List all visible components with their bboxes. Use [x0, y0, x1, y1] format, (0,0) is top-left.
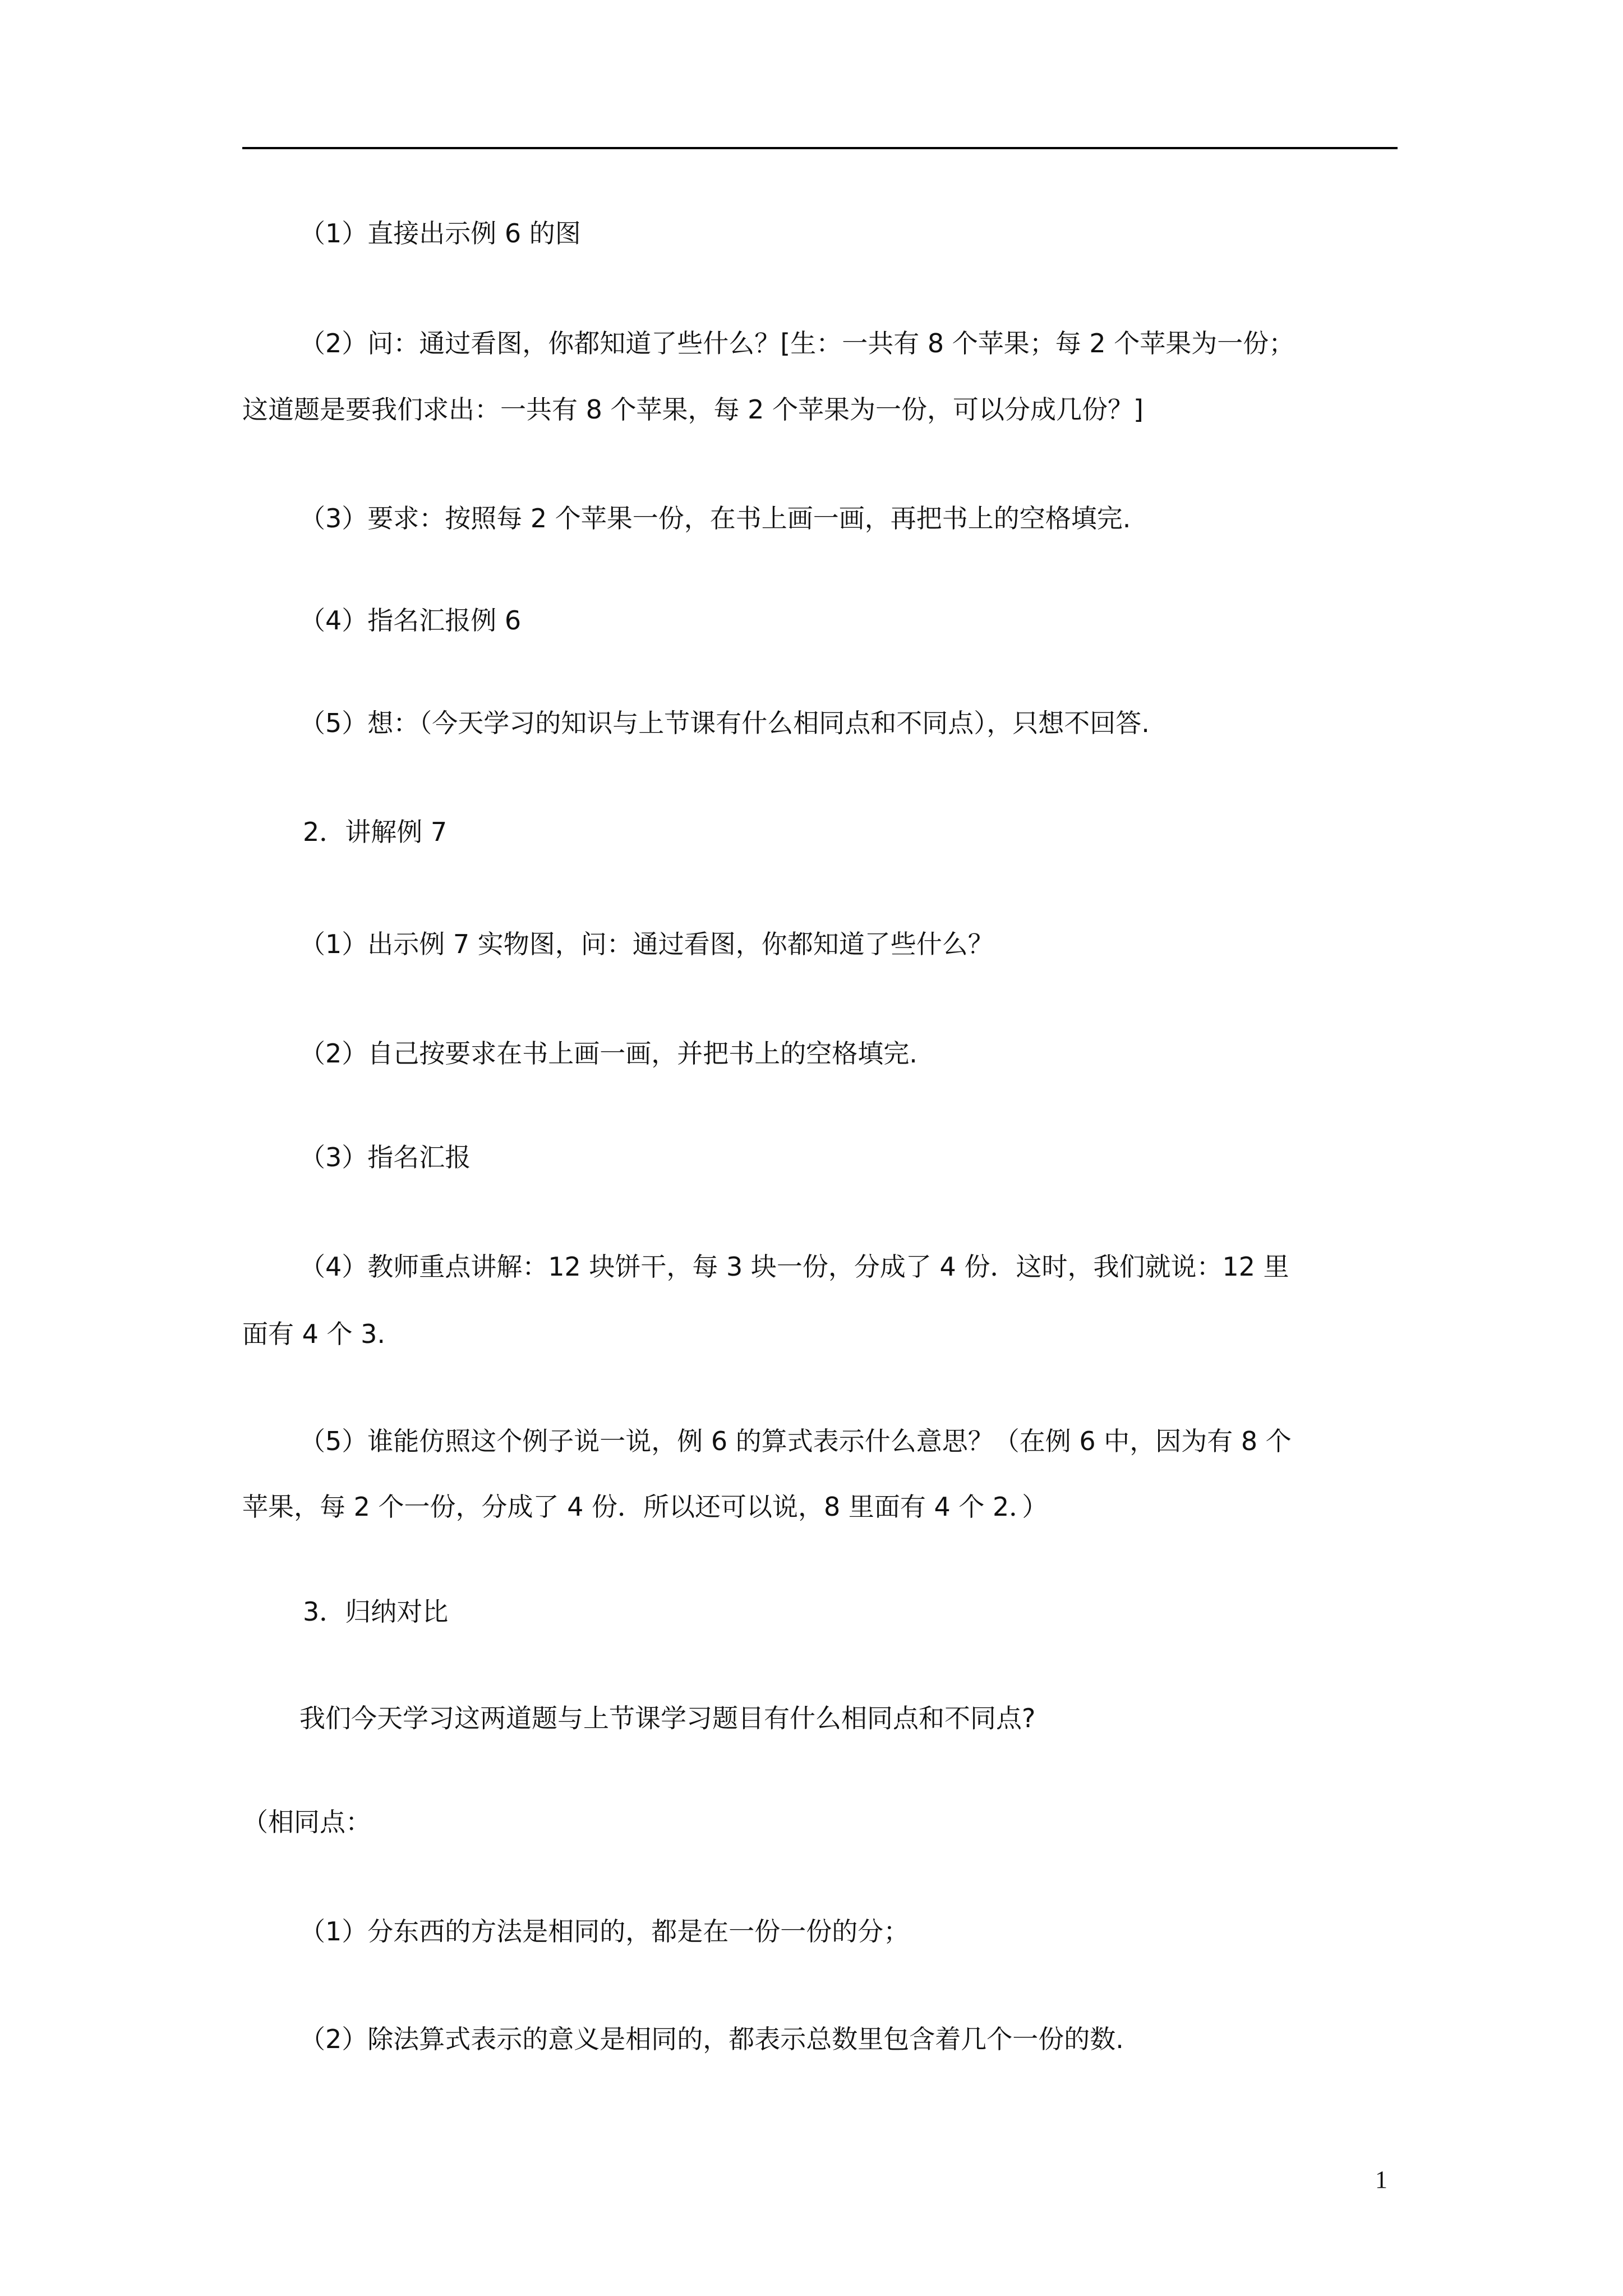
paragraph-summary-question: 我们今天学习这两道题与上节课学习题目有什么相同点和不同点?	[299, 1703, 1036, 1733]
page-number: 1	[1375, 2166, 1387, 2193]
paragraph-similarities-label: （相同点：	[242, 1807, 371, 1837]
section-heading-3: 3．归纳对比	[303, 1596, 449, 1627]
paragraph-example7-3: （3）指名汇报	[299, 1142, 471, 1172]
paragraph-example7-2: （2）自己按要求在书上画一画，并把书上的空格填完.	[299, 1038, 917, 1069]
paragraph-example7-5-line-2: 苹果，每 2 个一份，分成了 4 份．所以还可以说，8 里面有 4 个 2．）	[242, 1492, 1048, 1522]
paragraph-step-1: （1）直接出示例 6 的图	[299, 218, 581, 249]
paragraph-step-4: （4）指名汇报例 6	[299, 605, 522, 636]
paragraph-similarity-1: （1）分东西的方法是相同的，都是在一份一份的分；	[299, 1916, 910, 1947]
paragraph-example7-1: （1）出示例 7 实物图，问：通过看图，你都知道了些什么？	[299, 929, 994, 959]
section-heading-2: 2．讲解例 7	[303, 817, 448, 847]
paragraph-example7-4-line-2: 面有 4 个 3.	[242, 1319, 386, 1349]
paragraph-example7-4-line-1: （4）教师重点讲解：12 块饼干，每 3 块一份，分成了 4 份．这时，我们就说：12 里	[299, 1251, 1289, 1282]
paragraph-similarity-2: （2）除法算式表示的意义是相同的，都表示总数里包含着几个一份的数.	[299, 2024, 1124, 2054]
paragraph-step-3: （3）要求：按照每 2 个苹果一份，在书上画一画，再把书上的空格填完.	[299, 503, 1131, 533]
paragraph-step-2-line-2: 这道题是要我们求出：一共有 8 个苹果，每 2 个苹果为一份，可以分成几份？]	[242, 394, 1144, 425]
paragraph-step-5: （5）想：（今天学习的知识与上节课有什么相同点和不同点），只想不回答.	[299, 708, 1150, 738]
paragraph-example7-5-line-1: （5）谁能仿照这个例子说一说，例 6 的算式表示什么意思？（在例 6 中，因为有 8 个	[299, 1426, 1292, 1456]
paragraph-step-2-line-1: （2）问：通过看图，你都知道了些什么？[生：一共有 8 个苹果；每 2 个苹果为一份；	[299, 328, 1295, 358]
